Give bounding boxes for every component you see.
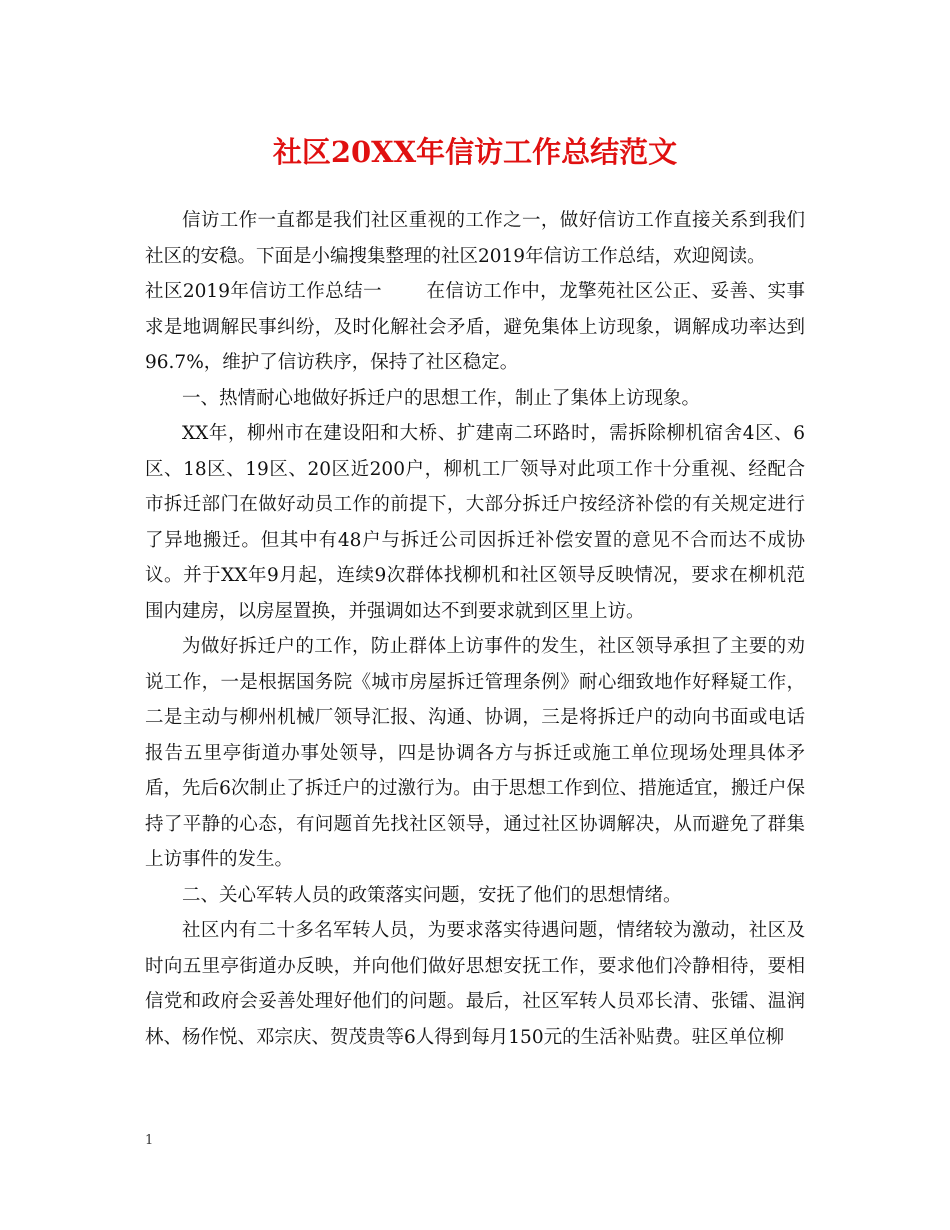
page-number: 1 [145,1133,154,1148]
intro-paragraph: 信访工作一直都是我们社区重视的工作之一，做好信访工作直接关系到我们社区的安稳。下面是小编搜集整理的社区2019年信访工作总结，欢迎阅读。 [145,210,805,267]
heading-paragraph-2: 二、关心军转人员的政策落实问题，安抚了他们的思想情绪。 [182,884,682,906]
document-body [145,203,805,1055]
body-paragraph-1: XX年，柳州市在建设阳和大桥、扩建南二环路时，需拆除柳机宿舍4区、6区、18区、19区、20区近200户，柳机工厂领导对此项工作十分重视、经配合市拆迁部门在做好动员工作的前提下，大部分拆迁户按经济补偿的有关规定进行了异地搬迁。但其中有48户与拆迁公司因拆迁补偿安置的意见不合而达不成协议。并于XX年9月起，连续9次群体找柳机和社区领导反映情况，要求在柳机范围内建房，以房屋置换，并强调如达不到要求就到区里上访。 [145,423,805,622]
body-paragraph-2: 为做好拆迁户的工作，防止群体上访事件的发生，社区领导承担了主要的劝说工作，一是根据国务院《城市房屋拆迁管理条例》耐心细致地作好释疑工作，二是主动与柳州机械厂领导汇报、沟通、协调，三是将拆迁户的动向书面或电话报告五里亭街道办事处领导，四是协调各方与拆迁或施工单位现场处理具体矛盾，先后6次制止了拆迁户的过激行为。由于思想工作到位、措施适宜，搬迁户保持了平静的心态，有问题首先找社区领导，通过社区协调解决，从而避免了群集上访事件的发生。 [145,636,805,870]
document-title: 社区20XX年信访工作总结范文 [272,135,678,169]
body-paragraph-3: 社区内有二十多名军转人员，为要求落实待遇问题，情绪较为激动，社区及时向五里亭街道办反映，并向他们做好思想安抚工作，要求他们冷静相待，要相信党和政府会妥善处理好他们的问题。最后，社区军转人员邓长清、张镭、温润林、杨作悦、邓宗庆、贺茂贵等6人得到每月150元的生活补贴费。驻区单位柳 [145,920,805,1048]
heading-paragraph-1: 一、热情耐心地做好拆迁户的思想工作，制止了集体上访现象。 [182,387,701,409]
section-paragraph [145,274,805,381]
section-lead: 在信访工作中，龙擎苑社区公正、妥善、实事求是地调解民事纠纷，及时化解社会矛盾，避免集体上访现象，调解成功率达到96.7%，维护了信访秩序，保持了社区稳定。 [145,281,805,373]
section-heading: 社区2019年信访工作总结一 [145,281,383,302]
